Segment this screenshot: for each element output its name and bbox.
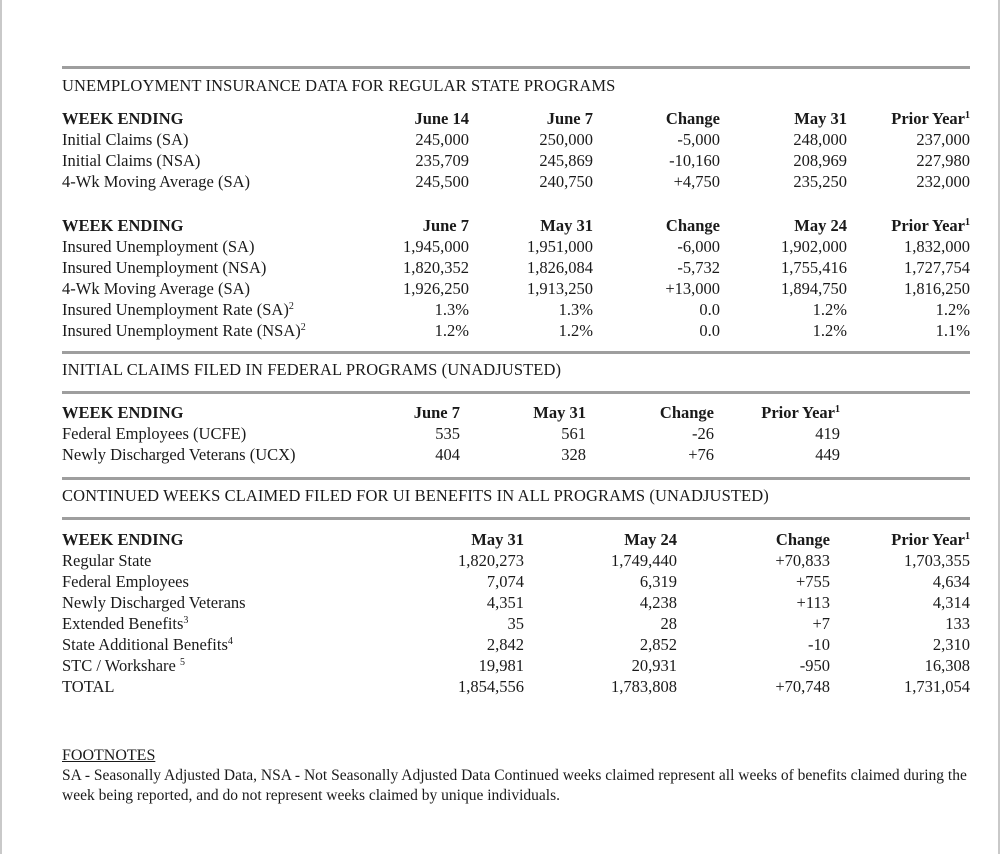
table-cell: 208,969 [793, 151, 847, 170]
table-row [62, 655, 970, 676]
table-row-total [62, 676, 970, 697]
table-cell: 1.2% [812, 300, 847, 319]
row-label: Insured Unemployment Rate (SA)$^2$ [62, 300, 294, 319]
column-header: May 31 [540, 216, 593, 235]
table-cell: 449 [815, 445, 840, 464]
table-cell: 1,816,250 [904, 279, 970, 298]
table-header-row [62, 529, 970, 550]
table-cell: 1,913,250 [527, 279, 593, 298]
table-cell: 28 [660, 614, 677, 633]
table-cell: -10,160 [669, 151, 720, 170]
table-cell: +76 [688, 445, 714, 464]
column-header: May 31 [794, 109, 847, 128]
column-header: Change [665, 109, 720, 128]
table-cell: 245,869 [539, 151, 593, 170]
table-cell: 1,926,250 [403, 279, 469, 298]
table-cell: 235,250 [793, 172, 847, 191]
table-cell: 1.3% [434, 300, 469, 319]
table-cell: 404 [435, 445, 460, 464]
column-header-prior-year: Prior Year$^1$ [891, 530, 970, 549]
column-header: May 31 [471, 530, 524, 549]
table-row [62, 278, 970, 299]
row-label: Newly Discharged Veterans (UCX) [62, 445, 296, 464]
table-cell: +113 [796, 593, 830, 612]
column-header-week-ending: WEEK ENDING [62, 216, 184, 235]
table-cell: +755 [795, 572, 830, 591]
table-cell: 1.1% [935, 321, 970, 340]
continued-weeks-table [62, 529, 970, 697]
table-cell: 1,820,352 [403, 258, 469, 277]
row-label: TOTAL [62, 677, 115, 696]
table-cell: +4,750 [673, 172, 720, 191]
table-cell: 1,783,808 [611, 677, 677, 696]
table-cell: 237,000 [916, 130, 970, 149]
section-divider [62, 66, 970, 69]
row-label: Federal Employees [62, 572, 189, 591]
row-label: Insured Unemployment (SA) [62, 237, 255, 256]
section-divider [62, 477, 970, 480]
column-header: Change [659, 403, 714, 422]
table-cell: 1,902,000 [781, 237, 847, 256]
row-label: STC / Workshare $^5$ [62, 656, 185, 675]
table-cell: 4,634 [932, 572, 970, 591]
column-header-prior-year: Prior Year$^1$ [891, 109, 970, 128]
table-cell: 328 [561, 445, 586, 464]
table-cell: 1.2% [558, 321, 593, 340]
column-header: June 7 [546, 109, 593, 128]
table-cell: +7 [812, 614, 830, 633]
table-cell: -6,000 [677, 237, 720, 256]
row-label: Newly Discharged Veterans [62, 593, 246, 612]
table-cell: 1,945,000 [403, 237, 469, 256]
row-label: Initial Claims (NSA) [62, 151, 201, 170]
column-header: May 31 [533, 403, 586, 422]
footnotes-title: FOOTNOTES [62, 747, 156, 764]
table-header-row [62, 108, 970, 129]
table-cell: 19,981 [478, 656, 524, 675]
section-divider [62, 517, 970, 520]
row-label: Extended Benefits$^3$ [62, 614, 189, 633]
table-row [62, 634, 970, 655]
column-header: May 24 [794, 216, 847, 235]
column-header-prior-year: Prior Year$^1$ [891, 216, 970, 235]
regular-state-initial-claims-table [62, 108, 970, 192]
row-label: Insured Unemployment (NSA) [62, 258, 267, 277]
table-row [62, 444, 970, 465]
federal-initial-claims-table [62, 402, 970, 465]
table-cell: 232,000 [916, 172, 970, 191]
row-label: Insured Unemployment Rate (NSA)$^2$ [62, 321, 306, 340]
column-header-week-ending: WEEK ENDING [62, 403, 184, 422]
table-cell: 250,000 [539, 130, 593, 149]
row-label: Regular State [62, 551, 152, 570]
section-divider [62, 351, 970, 354]
table-cell: 1,832,000 [904, 237, 970, 256]
table-cell: -5,732 [677, 258, 720, 277]
table-cell: 16,308 [924, 656, 970, 675]
table-cell: +70,833 [775, 551, 830, 570]
table-cell: 1.2% [935, 300, 970, 319]
report-page [62, 66, 970, 806]
table-cell: 0.0 [699, 321, 720, 340]
row-label: 4-Wk Moving Average (SA) [62, 172, 251, 191]
column-header: June 14 [414, 109, 469, 128]
table-cell: 6,319 [639, 572, 677, 591]
table-cell: 0.0 [699, 300, 720, 319]
table-cell: 2,852 [639, 635, 677, 654]
table-header-row [62, 402, 970, 423]
table-cell: -950 [799, 656, 830, 675]
table-row [62, 299, 970, 320]
table-cell: 227,980 [916, 151, 970, 170]
table-row [62, 129, 970, 150]
table-cell: 1.2% [434, 321, 469, 340]
table-cell: 419 [815, 424, 840, 443]
table-cell: 1,731,054 [904, 677, 970, 696]
section-title-continued-weeks: CONTINUED WEEKS CLAIMED FILED FOR UI BENEFITS IN ALL PROGRAMS (UNADJUSTED) [62, 486, 769, 505]
table-cell: 4,238 [639, 593, 677, 612]
column-header-prior-year: Prior Year$^1$ [761, 403, 840, 422]
table-cell: 20,931 [631, 656, 677, 675]
table-cell: 235,709 [415, 151, 469, 170]
table-cell: 2,842 [486, 635, 524, 654]
table-cell: 240,750 [539, 172, 593, 191]
column-header-week-ending: WEEK ENDING [62, 109, 184, 128]
table-cell: 7,074 [486, 572, 524, 591]
table-cell: 1,894,750 [781, 279, 847, 298]
row-label: State Additional Benefits$^4$ [62, 635, 233, 654]
table-cell: 561 [561, 424, 586, 443]
table-cell: 1,854,556 [458, 677, 524, 696]
column-header: June 7 [413, 403, 460, 422]
table-cell: -26 [692, 424, 714, 443]
row-label: Initial Claims (SA) [62, 130, 189, 149]
table-row [62, 613, 970, 634]
table-header-row [62, 215, 970, 236]
table-cell: 35 [507, 614, 524, 633]
regular-state-insured-unemployment-table [62, 215, 970, 341]
table-cell: 1,951,000 [527, 237, 593, 256]
row-label: 4-Wk Moving Average (SA) [62, 279, 251, 298]
table-row [62, 150, 970, 171]
column-header: June 7 [422, 216, 469, 235]
table-cell: 1,749,440 [611, 551, 677, 570]
table-cell: 1,727,754 [904, 258, 970, 277]
table-row [62, 571, 970, 592]
footnotes-text: SA - Seasonally Adjusted Data, NSA - Not Seasonally Adjusted Data Continued weeks claimed represent all weeks of benefits claimed during the week being reported, and do not represent weeks claimed by unique individuals. [62, 767, 967, 804]
table-row [62, 257, 970, 278]
table-row [62, 550, 970, 571]
table-cell: 1,703,355 [904, 551, 970, 570]
table-cell: 1,826,084 [527, 258, 593, 277]
table-cell: -10 [808, 635, 830, 654]
table-cell: 1.2% [812, 321, 847, 340]
table-cell: 4,314 [932, 593, 970, 612]
table-cell: +70,748 [775, 677, 830, 696]
table-cell: 535 [435, 424, 460, 443]
table-row [62, 423, 970, 444]
table-cell: 248,000 [793, 130, 847, 149]
table-cell: 1,755,416 [781, 258, 847, 277]
column-header: Change [775, 530, 830, 549]
table-cell: 2,310 [932, 635, 970, 654]
page-edge-left [0, 0, 2, 854]
table-cell: 245,500 [415, 172, 469, 191]
row-label: Federal Employees (UCFE) [62, 424, 247, 443]
table-row [62, 320, 970, 341]
table-cell: +13,000 [665, 279, 720, 298]
table-row [62, 171, 970, 192]
section-title-federal-programs: INITIAL CLAIMS FILED IN FEDERAL PROGRAMS (UNADJUSTED) [62, 360, 562, 379]
table-row [62, 236, 970, 257]
column-header: May 24 [624, 530, 677, 549]
column-header-week-ending: WEEK ENDING [62, 530, 184, 549]
section-title-regular-state: UNEMPLOYMENT INSURANCE DATA FOR REGULAR STATE PROGRAMS [62, 76, 616, 95]
table-cell: 245,000 [415, 130, 469, 149]
column-header: Change [665, 216, 720, 235]
section-divider [62, 391, 970, 394]
table-cell: 133 [945, 614, 970, 633]
table-cell: -5,000 [677, 130, 720, 149]
table-cell: 1.3% [558, 300, 593, 319]
table-cell: 4,351 [486, 593, 524, 612]
table-row [62, 592, 970, 613]
table-cell: 1,820,273 [458, 551, 524, 570]
